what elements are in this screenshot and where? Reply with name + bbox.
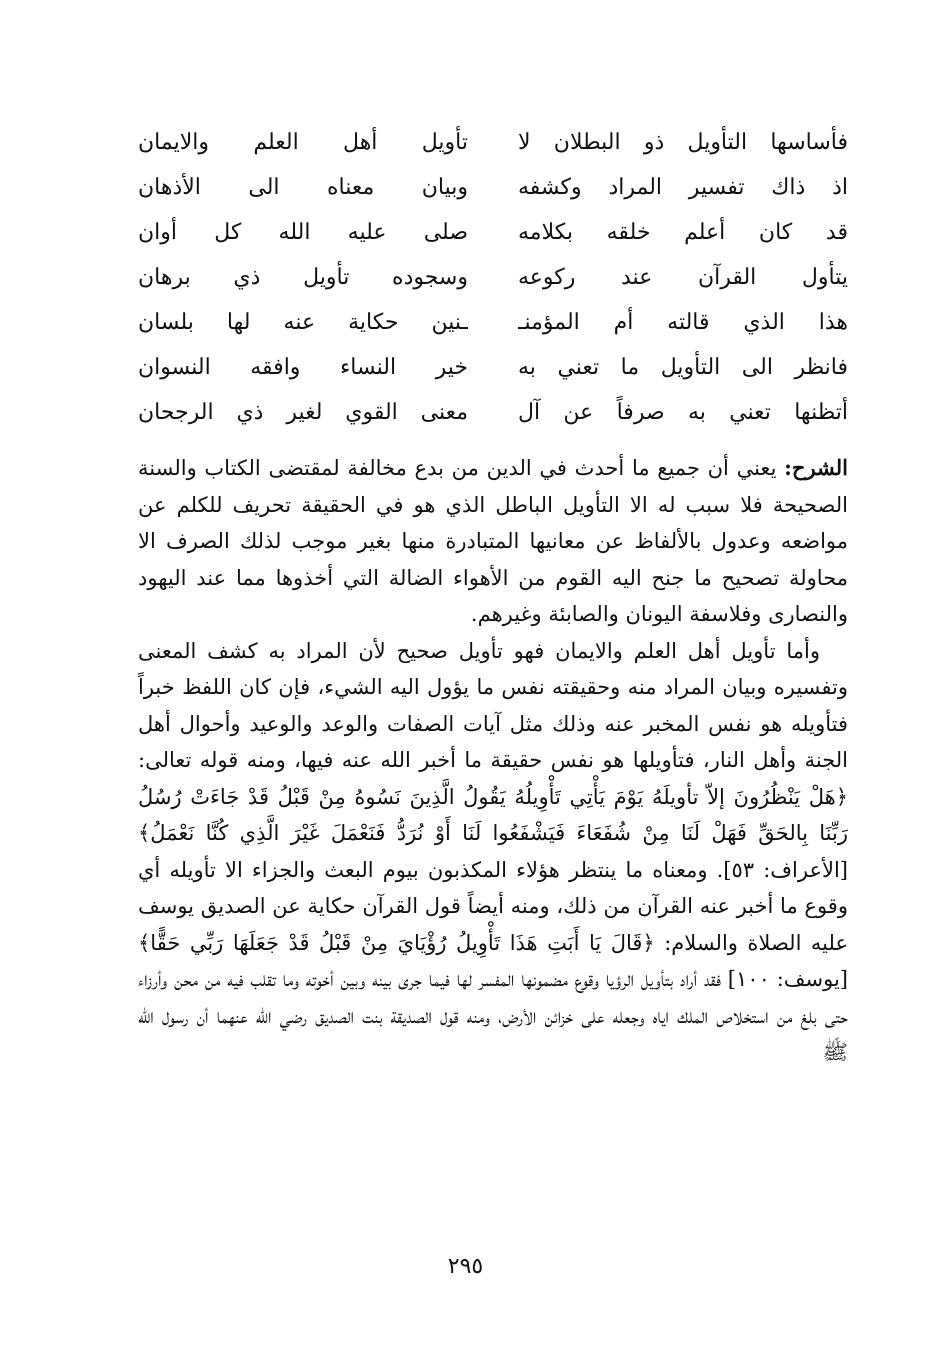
verse-first-hemistich: قد كان أعلم خلقه بكلامه bbox=[518, 220, 848, 245]
verse-first-hemistich: فأساسها التأويل ذو البطلان لا bbox=[518, 130, 848, 155]
verse-first-hemistich: اذ ذاك تفسير المراد وكشفه bbox=[518, 175, 848, 200]
commentary-block bbox=[138, 450, 848, 1071]
commentary-paragraph bbox=[138, 450, 848, 633]
verse-first-hemistich: أتظنها تعني به صرفاً عن آل bbox=[518, 400, 848, 425]
commentary-text: يعني أن جميع ما أحدث في الدين من بدع مخالفة لمقتضى الكتاب والسنة الصحيحة فلا سبب له الا التأويل الباطل الذي هو في الحقيقة تحريف للكلم عن مواضعه وعدول بالألفاظ عن معانيها المتبادرة منها بغير موجب لذلك الصرف الا محاولة تصحيح ما جنح اليه القوم من الأهواء الضالة التي أخذوها مما عند اليهود والنصارى وفلاسفة اليونان والصابئة وغيرهم. bbox=[138, 456, 848, 626]
verse-first-hemistich: هذا الذي قالته أم المؤمنـ bbox=[518, 310, 848, 335]
commentary-paragraph: وأما تأويل أهل العلم والايمان فهو تأويل صحيح لأن المراد به كشف المعنى وتفسيره وبيان المراد منه وحقيقته نفس ما يؤول اليه الشيء، فإن كان اللفظ خبراً فتأويله هو نفس المخبر عنه وذلك مثل آيات الصفات والوعد والوعيد وأحوال أهل الجنة وأهل النار، فتأويلها هو نفس حقيقة ما أخبر الله عنه فيها، ومنه قوله تعالى: ﴿هَلْ يَنْظُرُونَ إلاّ تأويلَهُ يَوْمَ يَأْتِي تَأْوِيلُهُ يَقُولُ الَّذِينَ نَسُوهُ مِنْ قَبْلُ قَدْ جَاءَتْ رُسُلُ رَبِّنَا بِالحَقِّ فَهَلْ لَنَا مِنْ شُفَعَاءَ فَيَشْفَعُوا لَنَا أَوْ نُرَدُّ فَنَعْمَلَ غَيْرَ الَّذِي كُنَّا نَعْمَلُ﴾ [الأعراف: ٥٣]. ومعناه ما ينتظر هؤلاء المكذبون بيوم البعث والجزاء الا تأويله أي وقوع ما أخبر عنه القرآن من ذلك، ومنه أيضاً قول القرآن حكاية عن الصديق يوسف عليه الصلاة والسلام: ﴿قَالَ يَا أَبَتِ هَذَا تَأْوِيلُ رُؤْيَايَ مِنْ قَبْلُ قَدْ جَعَلَهَا رَبِّي حَقًّا﴾ [يوسف: ١٠٠] فقد أراد بتأويل الرؤيا وقوع مضمونها المفسر لها فيما جرى بينه وبين أخوته وما تقلب فيه من محن وأرزاء حتى بلغ من استخلاص الملك اياه وجعله على خزائن الأرض، ومنه قول الصديقة بنت الصديق رضي الله عنهما أن رسول الله ﷺ bbox=[138, 638, 848, 1064]
verse-first-hemistich: فانظر الى التأويل ما تعني به bbox=[518, 355, 848, 380]
poem-block bbox=[138, 120, 848, 435]
verse-second-hemistich: صلى عليه الله كل أوان bbox=[138, 220, 468, 245]
verse-second-hemistich: وبيان معناه الى الأذهان bbox=[138, 175, 468, 200]
verse-second-hemistich: خير النساء وافقه النسوان bbox=[138, 355, 468, 380]
verse-first-hemistich: يتأول القرآن عند ركوعه bbox=[518, 265, 848, 290]
poem-verse bbox=[138, 345, 848, 390]
poem-verse bbox=[138, 300, 848, 345]
poem-verse bbox=[138, 120, 848, 165]
verse-second-hemistich: معنى القوي لغير ذي الرجحان bbox=[138, 400, 468, 425]
poem-verse bbox=[138, 255, 848, 300]
verse-second-hemistich: تأويل أهل العلم والايمان bbox=[138, 130, 468, 155]
page-number: ٢٩٥ bbox=[447, 1254, 484, 1279]
poem-verse bbox=[138, 210, 848, 255]
poem-verse bbox=[138, 165, 848, 210]
verse-second-hemistich: ـنين حكاية عنه لها بلسان bbox=[138, 310, 468, 335]
commentary-label: الشرح: bbox=[784, 455, 849, 480]
verse-second-hemistich: وسجوده تأويل ذي برهان bbox=[138, 265, 468, 290]
poem-verse bbox=[138, 390, 848, 435]
